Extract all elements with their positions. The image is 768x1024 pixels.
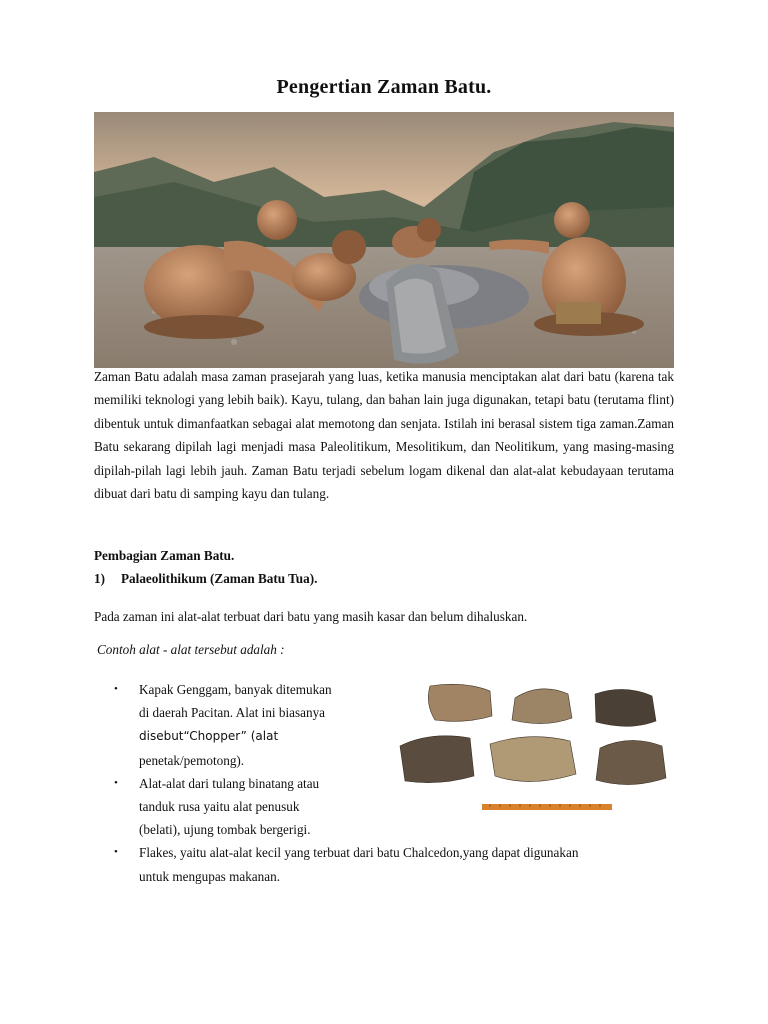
list-item (94, 841, 674, 887)
intro-paragraph: Zaman Batu adalah masa zaman prasejarah yang luas, ketika manusia menciptakan alat dari batu (karena tak memiliki teknologi yang lebih baik). Kayu, tulang, dan bahan lain juga digunakan, tetapi batu (terutama flint) dibentuk untuk dimanfaatkan sebagai alat memotong dan senjata. Istilah ini berasal sistem tiga zaman.Zaman Batu sekarang dipilah lagi menjadi masa Paleolitikum, Mesolitikum, dan Neolitikum, yang masing-masing dipilah-pilah lagi lebih jauh. Zaman Batu terjadi sebelum logam dikenal dan alat-alat kebudayaan terutama dibuat dari batu di samping kayu dan tulang. (94, 369, 674, 502)
list-item (94, 678, 374, 772)
list-item-line: disebut“Chopper” (alat (139, 729, 279, 744)
list-item-line: di daerah Pacitan. Alat ini biasanya (139, 705, 326, 721)
bullet-icon: • (114, 683, 118, 695)
list-item-line: tanduk rusa yaitu alat penusuk (139, 799, 300, 815)
subsection-heading (94, 571, 317, 587)
section-heading: Pembagian Zaman Batu. (94, 548, 235, 563)
stone-age-people-image (94, 112, 674, 368)
bullet-icon: • (114, 846, 118, 859)
subsection-number: 1) (94, 571, 105, 586)
examples-label: Contoh alat - alat tersebut adalah : (97, 642, 285, 657)
list-item-line: untuk mengupas makanan. (139, 868, 280, 884)
bullet-icon: • (114, 776, 118, 789)
stone-tools-image (390, 676, 674, 816)
list-item-line: penetak/pemotong). (139, 752, 245, 768)
list-item-line: Alat-alat dari tulang binatang atau (139, 775, 320, 791)
subsection-title: Palaeolithikum (Zaman Batu Tua). (121, 571, 318, 586)
list-item (94, 772, 374, 842)
list-item-line: Flakes, yaitu alat-alat kecil yang terbuat dari batu Chalcedon,yang dapat digunakan (139, 845, 579, 861)
list-item-line: (belati), ujung tombak bergerigi. (139, 822, 311, 838)
list-item-line: Kapak Genggam, banyak ditemukan (139, 682, 332, 697)
description-paragraph: Pada zaman ini alat-alat terbuat dari batu yang masih kasar dan belum dihaluskan. (94, 609, 528, 624)
page-title: Pengertian Zaman Batu. (276, 76, 492, 98)
